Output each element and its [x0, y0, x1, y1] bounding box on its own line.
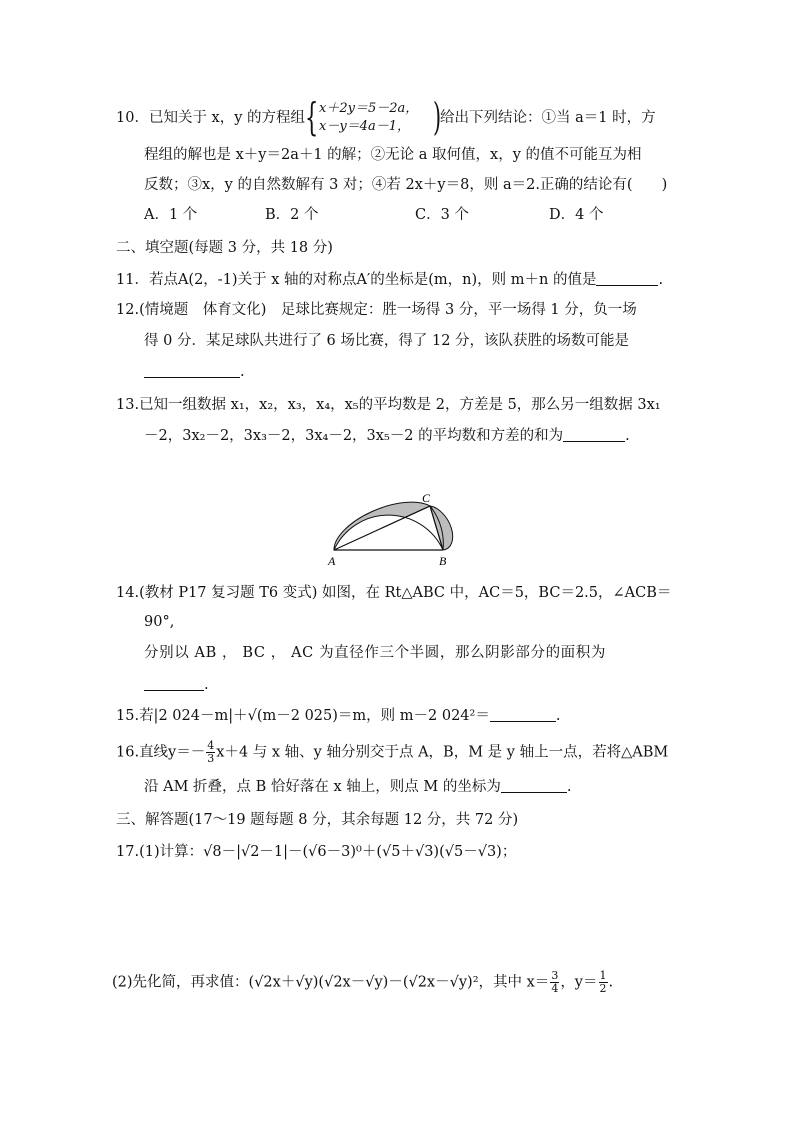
- q10-equation-1: x＋2y＝5－2a，: [319, 101, 419, 116]
- semicircle-ab: [334, 515, 443, 550]
- q15-answer-blank[interactable]: [490, 707, 556, 722]
- q16-fraction: [206, 740, 215, 765]
- q10-intro: 已知关于 x，y 的方程组: [148, 110, 306, 126]
- q16-pre: 直线y＝－: [139, 744, 206, 761]
- q10-after-system: 给出下列结论：①当 a＝1 时，方: [440, 110, 656, 126]
- section-2-heading: 二、填空题(每题 3 分，共 18 分): [116, 240, 333, 256]
- q13-text-2: －2，3x₂－2，3x₃－2，3x₄－2，3x₅－2 的平均数和方差的和为: [144, 428, 564, 444]
- q16-text-2: 沿 AM 折叠，点 B 恰好落在 x 轴上，则点 M 的坐标为: [144, 779, 501, 795]
- q17-x-fraction: [550, 970, 559, 995]
- q17-number: 17.: [116, 844, 140, 860]
- q17-mid: ，y＝: [560, 974, 598, 991]
- q13-line1: [116, 395, 661, 415]
- q10-equation-2: x－y＝4a－1，: [319, 119, 410, 134]
- q17-x-numerator: 3: [551, 969, 559, 982]
- q10-option-d: D．4 个: [549, 207, 604, 223]
- q12-line2: 得 0 分．某足球队共进行了 6 场比赛，得了 12 分，该队获胜的场数可能是: [144, 333, 630, 349]
- q14-line4: [144, 675, 209, 695]
- q14-line2: 90°,: [144, 614, 175, 630]
- q17-y-numerator: 1: [599, 969, 607, 982]
- q14-answer-blank[interactable]: [144, 676, 204, 691]
- q12-end: .: [240, 364, 245, 380]
- q16-post: x＋4 与 x 轴、y 轴分别交于点 A，B，M 是 y 轴上一点，若将△ABM: [216, 744, 669, 761]
- q14-text-1: (教材 P17 复习题 T6 变式) 如图，在 Rt△ABC 中，AC＝5，BC＝2.5，∠ACB＝: [139, 585, 672, 601]
- right-bracket: ): [433, 95, 442, 139]
- q13-line2: [144, 426, 630, 446]
- q10-line1: [116, 108, 305, 128]
- q12-line1: [116, 300, 637, 320]
- q13-text-1: 已知一组数据 x₁，x₂，x₃，x₄，x₅的平均数是 2，方差是 5，那么另一组数据 3x₁: [139, 397, 661, 413]
- q10-line3: 反数；③x，y 的自然数解有 3 对；④若 2x＋y＝8，则 a＝2.正确的结论有( ): [144, 177, 668, 193]
- q14-line1: [116, 583, 671, 603]
- q12-line3: [144, 362, 245, 382]
- q14-end: .: [204, 677, 209, 693]
- q17-end: .: [608, 974, 614, 991]
- q10-option-b: B．2 个: [265, 207, 319, 223]
- q15-number: 15.: [116, 708, 140, 724]
- label-a: A: [328, 554, 336, 568]
- q16-line2: [144, 777, 571, 797]
- q16-end: .: [566, 779, 572, 795]
- q14-line3: 分别以 AB ， BC ， AC 为直径作三个半圆，那么阴影部分的面积为: [144, 645, 606, 661]
- q11-number: 11．: [116, 272, 149, 288]
- q16-frac-numerator: 4: [207, 739, 215, 752]
- q17-part2-line: [112, 970, 613, 995]
- q17-part1: (1)计算：√8－|√2－1|－(√6－3)⁰＋(√5＋√3)(√5－√3)；: [139, 844, 517, 860]
- q10-option-c: C．3 个: [415, 207, 469, 223]
- q12-number: 12.: [116, 302, 140, 318]
- q10-line2: 程组的解也是 x＋y＝2a＋1 的解；②无论 a 取何值，x，y 的值不可能互为相: [144, 147, 642, 163]
- q15-line: [116, 706, 560, 726]
- q10-equation-system: [305, 95, 445, 140]
- q11-line: [116, 270, 663, 290]
- q17-x-denominator: 4: [551, 982, 559, 995]
- q17-part1-line: [116, 842, 516, 862]
- label-c: C: [422, 491, 431, 505]
- q14-number: 14.: [116, 585, 140, 601]
- q10-option-a: A．1 个: [144, 207, 198, 223]
- q12-text-1: (情境题 体育文化) 足球比赛规定：胜一场得 3 分，平一场得 1 分，负一场: [139, 302, 637, 318]
- q15-end: .: [555, 708, 561, 724]
- q13-answer-blank[interactable]: [563, 427, 625, 442]
- q13-number: 13.: [116, 397, 140, 413]
- q17-part2-pre: (2)先化简，再求值：(√2x＋√y)(√2x－√y)－(√2x－√y)²，其中 x＝: [112, 974, 550, 991]
- section-3-heading: 三、解答题(17～19 题每题 8 分，其余每题 12 分，共 72 分): [116, 812, 519, 828]
- q17-y-fraction: [599, 970, 608, 995]
- q11-text: 若点A(2，-1)关于 x 轴的对称点A′的坐标是(m，n)，则 m＋n 的值是: [148, 272, 597, 288]
- q11-answer-blank[interactable]: [596, 271, 658, 286]
- q16-line1: [116, 740, 668, 765]
- q17-y-denominator: 2: [599, 982, 607, 995]
- q12-answer-blank[interactable]: [144, 363, 240, 378]
- q11-end: .: [658, 272, 664, 288]
- q16-number: 16.: [116, 744, 140, 761]
- q10-number: 10．: [116, 110, 149, 126]
- label-b: B: [439, 554, 447, 568]
- q16-frac-denominator: 3: [207, 752, 215, 765]
- q13-end: .: [625, 428, 630, 444]
- q16-answer-blank[interactable]: [501, 778, 567, 793]
- left-brace: {: [305, 95, 319, 139]
- q15-text: 若|2 024－m|＋√(m－2 025)＝m，则 m－2 024²＝: [139, 708, 490, 724]
- semicircles-figure: [322, 478, 472, 570]
